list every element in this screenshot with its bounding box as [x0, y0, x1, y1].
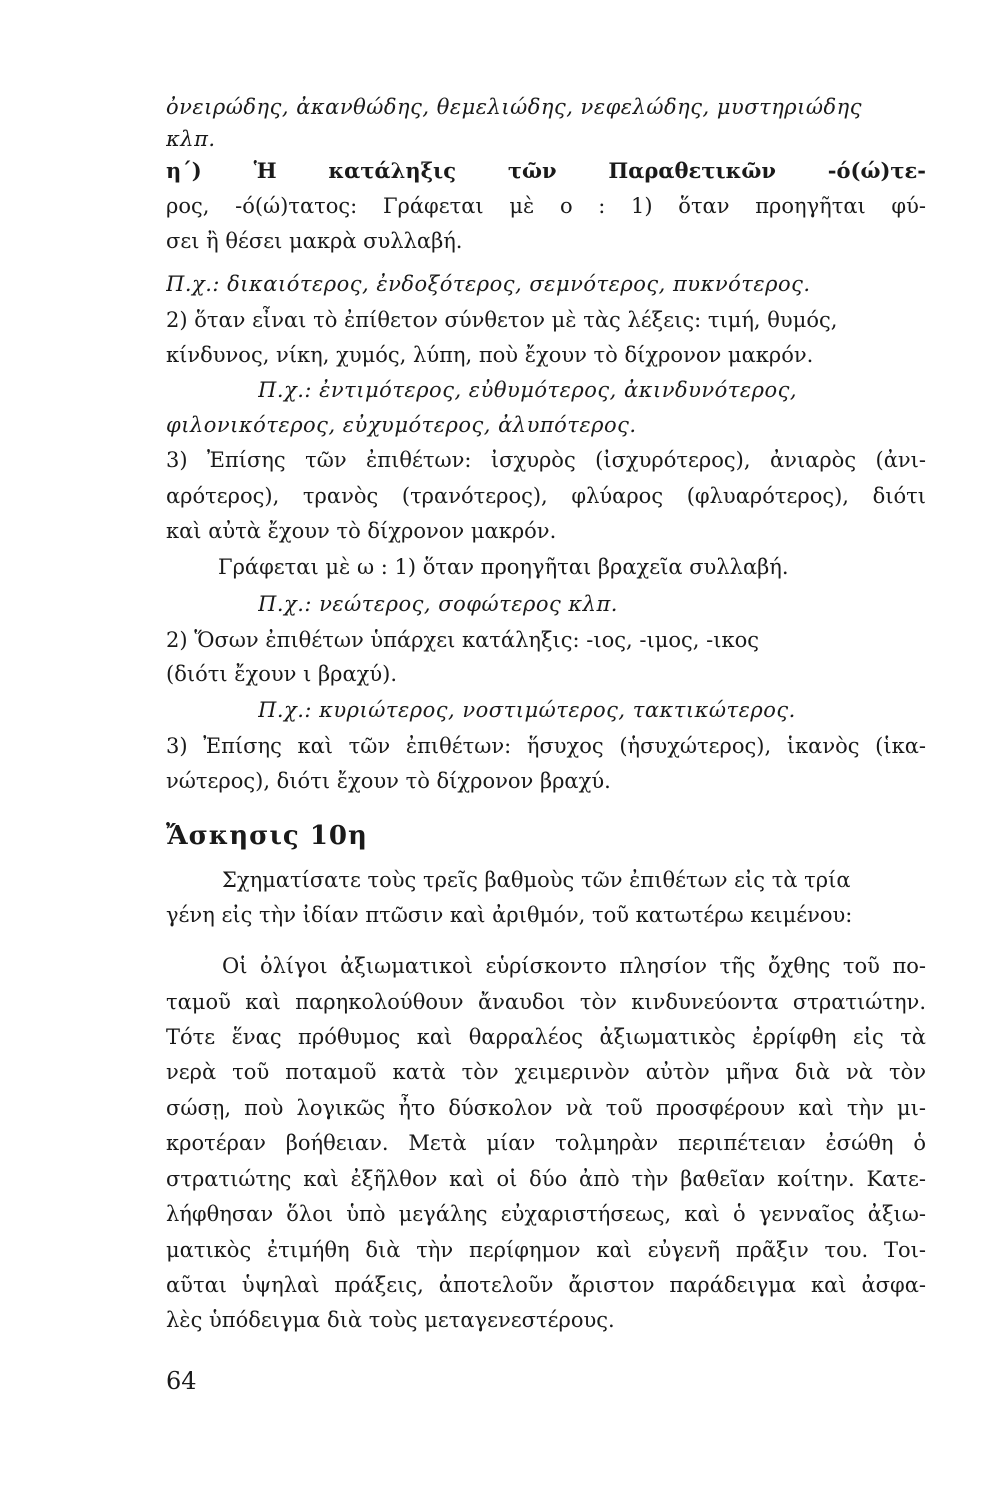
passage-line: Τότε ἕνας πρόθυμος καὶ θαρραλέος ἀξιωματικὸς ἐρρίφθη εἰς τὰ: [166, 1025, 926, 1049]
passage-line: κροτέραν βοήθειαν. Μετὰ μίαν τολμηρὰν περιπέτειαν ἐσώθη ὁ: [166, 1131, 926, 1155]
passage-line: σώσῃ, ποὺ λογικῶς ἦτο δύσκολον νὰ τοῦ προσφέρουν καὶ τὴν μι-: [166, 1096, 926, 1120]
passage-line: λήφθησαν ὅλοι ὑπὸ μεγάλης εὐχαριστήσεως, καὶ ὁ γενναῖος ἀξιω-: [166, 1202, 926, 1226]
passage-line: νερὰ τοῦ ποταμοῦ κατὰ τὸν χειμερινὸν αὐτὸν μῆνα διὰ νὰ τὸν: [166, 1060, 926, 1084]
section-heading: η΄) Ἡ κατάληξις τῶν Παραθετικῶν -ό(ώ)τε-: [166, 158, 926, 183]
text-line: ὀνειρώδης, ἀκανθώδης, θεμελιώδης, νεφελώδης, μυστηριώδης: [166, 95, 862, 119]
example-line: Π.χ.: ἐντιμότερος, εὐθυμότερος, ἀκινδυνότερος,: [258, 378, 798, 402]
exercise-title: Ἄσκησις 10η: [166, 821, 368, 851]
passage-line: λὲς ὑπόδειγμα διὰ τοὺς μεταγενεστέρους.: [166, 1308, 615, 1332]
example-line: Π.χ.: κυριώτερος, νοστιμώτερος, τακτικώτερος.: [258, 698, 796, 722]
passage-line: Οἱ ὀλίγοι ἀξιωματικοὶ εὑρίσκοντο πλησίον τῆς ὄχθης τοῦ πο-: [222, 954, 926, 978]
text-line: κλπ.: [166, 127, 216, 151]
text-line: ρος, -ό(ώ)τατος: Γράφεται μὲ ο : 1) ὅταν προηγῆται φύ-: [166, 194, 926, 218]
instruction-line: Σχηματίσατε τοὺς τρεῖς βαθμοὺς τῶν ἐπιθέτων εἰς τὰ τρία: [222, 868, 851, 892]
page-number: 64: [166, 1367, 197, 1395]
text-line: καὶ αὐτὰ ἔχουν τὸ δίχρονον μακρόν.: [166, 519, 557, 543]
text-line: (διότι ἔχουν ι βραχύ).: [166, 662, 398, 686]
passage-line: στρατιώτης καὶ ἐξῆλθον καὶ οἱ δύο ἀπὸ τὴν βαθεῖαν κοίτην. Κατε-: [166, 1167, 926, 1191]
example-line: φιλονικότερος, εὐχυμότερος, ἀλυπότερος.: [166, 413, 637, 437]
example-line: Π.χ.: νεώτερος, σοφώτερος κλπ.: [258, 592, 618, 616]
example-line: Π.χ.: δικαιότερος, ἐνδοξότερος, σεμνότερος, πυκνότερος.: [166, 272, 811, 296]
text-line: 3) Ἐπίσης καὶ τῶν ἐπιθέτων: ἥσυχος (ἡσυχώτερος), ἱκανὸς (ἱκα-: [166, 734, 926, 758]
text-line: 2) ὅταν εἶναι τὸ ἐπίθετον σύνθετον μὲ τὰς λέξεις: τιμή, θυμός,: [166, 308, 838, 332]
passage-line: ταμοῦ καὶ παρηκολούθουν ἄναυδοι τὸν κινδυνεύοντα στρατιώτην.: [166, 990, 926, 1014]
passage-line: ματικὸς ἐτιμήθη διὰ τὴν περίφημον καὶ εὐγενῆ πρᾶξιν του. Τοι-: [166, 1238, 926, 1262]
text-line: αρότερος), τρανὸς (τρανότερος), φλύαρος (φλυαρότερος), διότι: [166, 484, 926, 508]
text-line: νώτερος), διότι ἔχουν τὸ δίχρονον βραχύ.: [166, 769, 611, 793]
instruction-line: γένη εἰς τὴν ἰδίαν πτῶσιν καὶ ἀριθμόν, τοῦ κατωτέρω κειμένου:: [166, 903, 853, 927]
text-line: σει ἢ θέσει μακρὰ συλλαβή.: [166, 229, 463, 253]
text-line: κίνδυνος, νίκη, χυμός, λύπη, ποὺ ἔχουν τὸ δίχρονον μακρόν.: [166, 343, 814, 367]
passage-line: αῦται ὑψηλαὶ πράξεις, ἀποτελοῦν ἄριστον παράδειγμα καὶ ἀσφα-: [166, 1273, 926, 1297]
text-line: 2) Ὅσων ἐπιθέτων ὑπάρχει κατάληξις: -ιος, -ιμος, -ικος: [166, 628, 759, 652]
text-line: Γράφεται μὲ ω : 1) ὅταν προηγῆται βραχεῖα συλλαβή.: [218, 555, 789, 579]
text-line: 3) Ἐπίσης τῶν ἐπιθέτων: ἰσχυρὸς (ἰσχυρότερος), ἀνιαρὸς (ἀνι-: [166, 448, 926, 472]
